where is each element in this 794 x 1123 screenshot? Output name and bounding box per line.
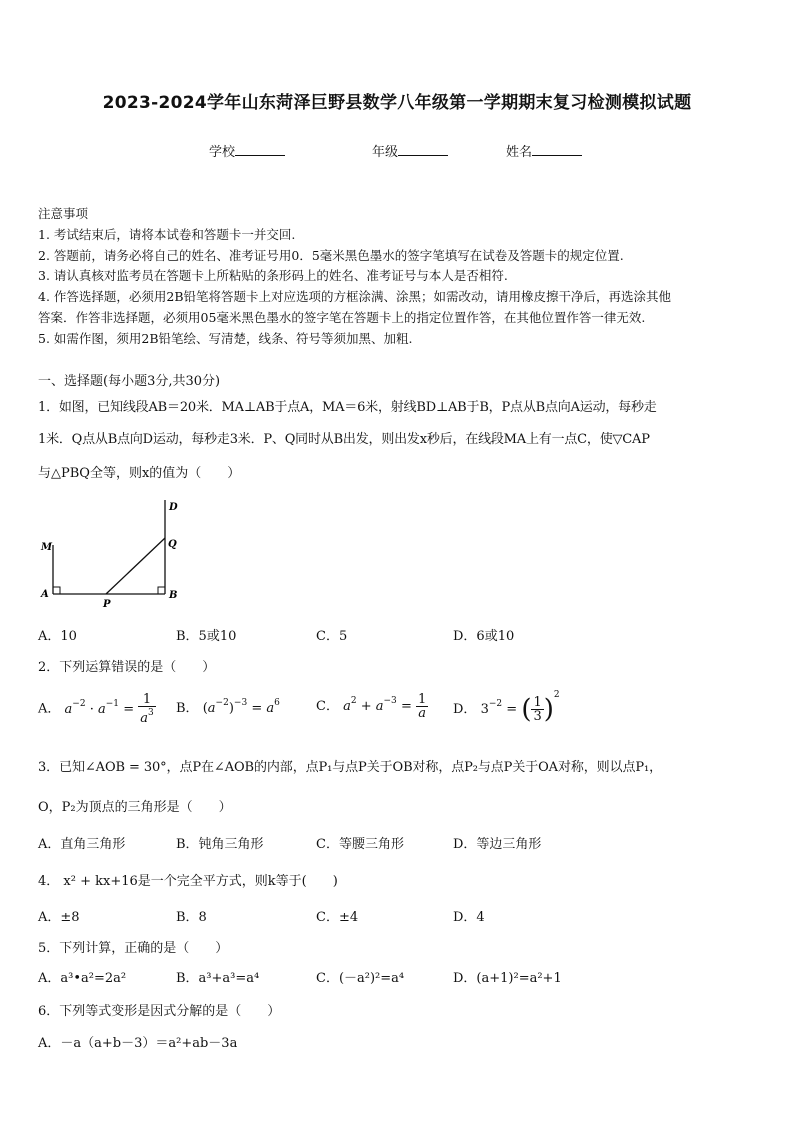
note-item: 答案．作答非选择题，必须用05毫米黑色墨水的签字笔在答题卡上的指定位置作答，在其他位置作答一律无效. — [38, 310, 646, 325]
option-letter: C． — [316, 699, 339, 714]
q2-option-a[interactable]: A． $a^{-2} \cdot a^{-1}$ = $\frac{1}{a^3}$ — [38, 692, 154, 726]
note-item: 3. 请认真核对监考员在答题卡上所粘贴的条形码上的姓名、准考证号与本人是否相符. — [38, 268, 508, 283]
school-blank[interactable] — [235, 142, 285, 156]
q3-option-a[interactable]: A．直角三角形 — [38, 837, 126, 852]
q5-stem: 5．下列计算，正确的是（ ） — [38, 941, 229, 956]
note-item: 4. 作答选择题，必须用2B铅笔将答题卡上对应选项的方框涂满、涂黑；如需改动，请用橡皮擦干净后，再选涂其他 — [38, 289, 672, 304]
q1-option-a[interactable]: A．10 — [38, 629, 77, 644]
grade-blank[interactable] — [398, 142, 448, 156]
q5-option-a[interactable]: A．a³•a²=2a² — [38, 971, 127, 986]
q4-option-d[interactable]: D．4 — [453, 910, 485, 925]
fraction: $\frac{1}{a}$ — [417, 692, 427, 721]
q6-stem: 6．下列等式变形是因式分解的是（ ） — [38, 1004, 281, 1019]
page-title: 2023-2024学年山东菏泽巨野县数学八年级第一学期期末复习检测模拟试题 — [102, 93, 692, 113]
fraction: $\frac{1}{a^3}$ — [140, 692, 154, 726]
segment-PQ — [106, 538, 165, 594]
label-Q: Q — [168, 539, 177, 550]
q4-option-b[interactable]: B．8 — [176, 910, 207, 925]
note-item: 2. 答题前，请务必将自己的姓名、准考证号用0．5毫米黑色墨水的签字笔填写在试卷及答题卡的规定位置. — [38, 248, 624, 263]
q2-stem: 2．下列运算错误的是（ ） — [38, 660, 216, 675]
q2-option-d[interactable]: D． $3^{-2}$ = ( $\frac{1}{3}$ )$^2$ — [453, 690, 560, 725]
note-item: 5. 如需作图，须用2B铅笔绘、写清楚，线条、符号等须加黑、加粗. — [38, 331, 413, 346]
q6-option-a[interactable]: A．－a（a+b－3）＝a²+ab－3a — [38, 1036, 238, 1051]
option-letter: A． — [38, 701, 61, 717]
option-letter: D． — [453, 702, 477, 717]
fraction: $\frac{1}{3}$ — [533, 695, 542, 724]
q4-stem: 4． x² + kx+16是一个完全平方式，则k等于( ) — [38, 874, 338, 889]
q1-stem-line1: 1．如图，已知线段AB＝20米．MA⊥AB于点A，MA＝6米，射线BD⊥AB于B，P点从B点向A运动，每秒走 — [38, 400, 657, 415]
q1-option-d[interactable]: D．6或10 — [453, 629, 515, 644]
q5-option-c[interactable]: C．(－a²)²=a⁴ — [316, 971, 405, 986]
q4-option-a[interactable]: A．±8 — [38, 910, 80, 925]
note-item: 1. 考试结束后，请将本试卷和答题卡一并交回. — [38, 227, 296, 242]
notes-heading: 注意事项 — [38, 206, 89, 221]
label-A: A — [41, 589, 49, 600]
grade-label: 年级 — [372, 145, 399, 160]
label-B: B — [169, 590, 178, 601]
q3-stem-line2: O，P₂为顶点的三角形是（ ） — [38, 800, 232, 815]
q1-option-c[interactable]: C．5 — [316, 629, 348, 644]
q1-figure — [38, 498, 188, 610]
label-P: P — [103, 599, 111, 610]
name-field[interactable] — [506, 141, 582, 160]
label-M: M — [41, 542, 53, 553]
q5-option-d[interactable]: D．(a+1)²=a²+1 — [453, 971, 562, 986]
section-heading: 一、选择题(每小题3分,共30分) — [38, 374, 221, 389]
name-blank[interactable] — [532, 142, 582, 156]
name-label: 姓名 — [506, 145, 533, 160]
q3-option-b[interactable]: B．钝角三角形 — [176, 837, 264, 852]
q1-option-b[interactable]: B．5或10 — [176, 629, 237, 644]
q1-stem-line3: 与△PBQ全等，则x的值为（ ） — [38, 466, 241, 481]
label-D: D — [169, 502, 178, 513]
q3-option-d[interactable]: D．等边三角形 — [453, 837, 542, 852]
q3-stem-line1: 3．已知∠AOB = 30°，点P在∠AOB的内部，点P₁与点P关于OB对称，点P₂与点P关于OA对称，则以点P₁， — [38, 760, 663, 775]
school-label: 学校 — [209, 145, 236, 160]
grade-field[interactable] — [372, 141, 448, 160]
q2-option-c[interactable]: C． $a^2 + a^{-3}$ = $\frac{1}{a}$ — [316, 692, 427, 721]
q4-option-c[interactable]: C．±4 — [316, 910, 359, 925]
q2-option-b[interactable]: B． $(a^{-2})^{-3} = a^6$ — [176, 698, 280, 716]
q5-option-b[interactable]: B．a³+a³=a⁴ — [176, 971, 260, 986]
right-angle-A — [53, 587, 60, 594]
q1-stem-line2: 1米．Q点从B点向D运动，每秒走3米．P、Q同时从B出发，则出发x秒后，在线段MA上有一点C，使▽CAP — [38, 432, 650, 447]
right-angle-B — [158, 587, 165, 594]
school-field[interactable] — [209, 141, 285, 160]
option-letter: B． — [176, 701, 199, 716]
q3-option-c[interactable]: C．等腰三角形 — [316, 837, 404, 852]
